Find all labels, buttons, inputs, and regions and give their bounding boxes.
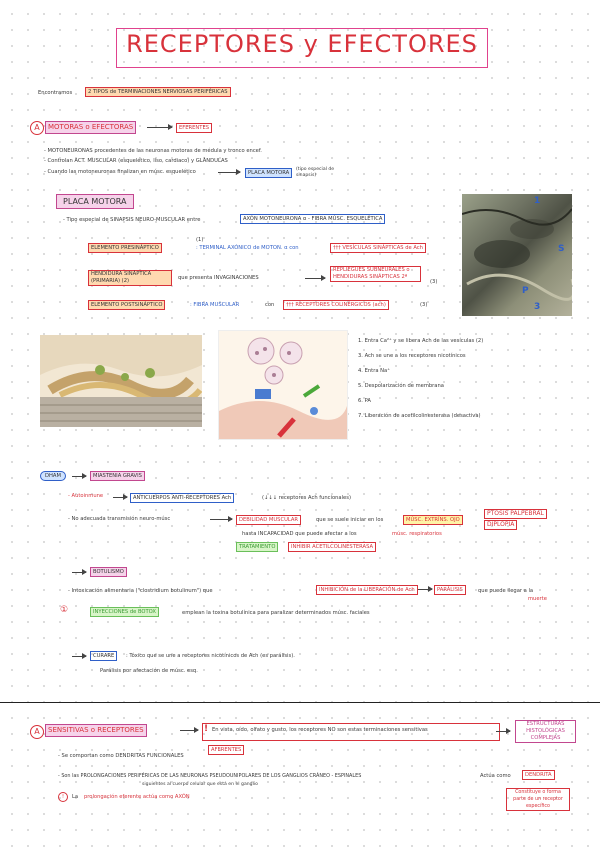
- postsinaptico-mid: con: [265, 302, 275, 308]
- sinapsis-illustration: [218, 330, 348, 440]
- section-a-bullet: - MOTONEURONAS procedentes de las neuronas motoras de médula y tronco encef.: [44, 148, 262, 154]
- placa-box: PLACA MOTORA: [245, 168, 292, 178]
- musc-resp: músc. respiratorios: [392, 531, 442, 537]
- inhibicion-box: INHIBICIÓN de la LIBERACIÓN de Ach: [316, 585, 418, 595]
- photo-label: 3: [534, 302, 541, 312]
- photo-label: S: [558, 244, 565, 254]
- arrow: [180, 730, 198, 731]
- botulismo-box: BOTULISMO: [90, 567, 127, 577]
- anticuerpos-note: (↓↓↓ receptores Ach funcionales): [262, 495, 351, 501]
- step: 6. PA: [358, 398, 371, 404]
- curare-text: : Tóxico que se une a receptores nicotínicos de Ach (es parálisis).: [126, 653, 295, 659]
- warn-text: En vista, oído, olfato y gusto, los receptores NO son estas terminaciones sensitivas: [212, 727, 428, 733]
- paralisis-text: que puede llegar a la: [478, 588, 534, 594]
- step: 3. Ach se une a los receptores nicotínicos: [358, 353, 466, 359]
- placa-def-box: AXÓN MOTONEURONA α - FIBRA MÚSC. ESQUELÉTICA: [240, 214, 385, 224]
- tratamiento-box: TRATAMIENTO: [236, 542, 278, 552]
- section-a-bullet: - Controlan ACT. MUSCULAR (esquelético, liso, cardiaco) y GLÁNDULAS: [44, 158, 228, 164]
- intro-prefix: Encontramos: [38, 90, 73, 96]
- presinaptico-box: ††† VESÍCULAS SINÁPTICAS de Ach: [330, 243, 426, 253]
- inhibir-box: INHIBIR ACETILCOLINESTERASA: [288, 542, 376, 552]
- photo-label: P: [522, 286, 529, 296]
- botox-num: ①: [60, 605, 69, 615]
- placa-heading: PLACA MOTORA: [56, 194, 134, 209]
- arrow: [147, 127, 172, 128]
- arrow: [113, 497, 127, 498]
- presinaptico-desc: : TERMINAL AXÓNICO de MOTON. α con: [196, 245, 299, 251]
- ptosis-box: PTOSIS PALPEBRAL: [484, 509, 547, 519]
- curare-text2: Parálisis por afectación de músc. esq.: [100, 668, 198, 674]
- intoxicacion: - Intoxicación alimentaria ("clostridium botulinum") que: [68, 588, 213, 594]
- dendrita-box: DENDRITA: [522, 770, 555, 780]
- hendidura-label: HENDIDURA SINÁPTICA (PRIMARIA) (2): [88, 270, 172, 286]
- arrow: [418, 589, 432, 590]
- muerte: muerte: [528, 596, 547, 602]
- warn-icon: !: [204, 724, 209, 734]
- micrograph-image: [462, 194, 572, 316]
- diplopia-box: DIPLOPÍA: [484, 520, 517, 530]
- placa-illustration-art: [40, 335, 202, 427]
- postsinaptico-box: ††† RECEPTORES COLINÉRGICOS (ach): [283, 300, 389, 310]
- arrow: [210, 519, 232, 520]
- aferentes-box: AFERENTES: [208, 745, 244, 755]
- section-divider: [0, 702, 600, 703]
- placa-note: (tipo especial de sinapsis): [296, 167, 335, 178]
- step: 7. Liberación de acetilcolinesterasa (desactiva): [358, 413, 481, 419]
- arrow: [218, 172, 240, 173]
- hendidura-box: REPLIEGUES SUBNEURALES o HENDIDURAS SINÁPTICAS 2ª: [330, 266, 421, 282]
- postsinaptico-label: ELEMENTO POSTSINÁPTICO: [88, 300, 165, 310]
- anticuerpos-box: ANTICUERPOS ANTI-RECEPTORES Ach: [130, 493, 234, 503]
- curare-box: CURARE: [90, 651, 117, 661]
- intro-box: 2 TIPOS de TERMINACIONES NERVIOSAS PERIFÉRICAS: [85, 87, 231, 97]
- paralisis-box: PARÁLISIS: [434, 585, 466, 595]
- section-b-line4: prolongación eferente actúa como AXÓN: [84, 794, 190, 800]
- miastenia-box: MIASTENIA GRAVIS: [90, 471, 145, 481]
- hendidura-desc: que presenta INVAGINACIONES: [178, 275, 259, 281]
- botox-box: INYECCIONES de BOTOX: [90, 607, 159, 617]
- presinaptico-label: ELEMENTO PRESINÁPTICO: [88, 243, 162, 253]
- section-b-line3: siguientes al cuerpo celular que está en el ganglio: [142, 782, 258, 787]
- step: 5. Despolarización de membrana: [358, 383, 444, 389]
- presinaptico-num: (1): [196, 237, 204, 243]
- autoinmune: - Autoinmune: [68, 493, 104, 499]
- placa-illustration: [40, 335, 202, 427]
- section-b-heading: SENSITIVAS o RECEPTORES: [45, 724, 147, 737]
- section-b-line2b: Actúa como: [480, 773, 511, 779]
- eferentes-box: EFERENTES: [176, 123, 212, 133]
- page-title: RECEPTORES y EFECTORES: [126, 30, 478, 58]
- arrow: [72, 656, 86, 657]
- photo-label: 1: [534, 196, 541, 206]
- placa-def: - Tipo especial de SINAPSIS NEURO-MUSCULAR entre: [63, 217, 201, 223]
- step: 4. Entra Na⁺: [358, 368, 390, 374]
- arrow: [305, 278, 325, 279]
- postsinaptico-desc: : FIBRA MUSCULAR: [190, 302, 240, 308]
- incapacidad: hasta INCAPACIDAD que puede afectar a los: [242, 531, 357, 537]
- postsinaptico-num: (3): [420, 302, 428, 308]
- section-b-num: !: [58, 792, 68, 802]
- dham-tag: DHAM: [40, 471, 66, 481]
- step: 1. Entra Ca²⁺ y se libera Ach de las vesículas (2): [358, 338, 484, 344]
- debilidad-text: que se suele iniciar en los: [316, 517, 384, 523]
- transmision: - No adecuada transmisión neuro-músc: [68, 516, 171, 522]
- arrow: [72, 476, 86, 477]
- section-a-letter: A: [30, 121, 44, 135]
- section-b-letter: A: [30, 725, 44, 739]
- section-b-line2: - Son las PROLONGACIONES PERIFÉRICAS DE LAS NEURONAS PSEUDOUNIPOLARES DE LOS GANGLIOS CRÁNEO - ESPINALES: [58, 773, 362, 779]
- sinapsis-illustration-art: [219, 331, 347, 439]
- receptor-note-box: Constituye o forma parte de un receptor específico: [506, 788, 570, 811]
- section-a-bullet: - Cuando las motoneuronas finalizan en músc. esquelético: [44, 169, 196, 175]
- estructuras-box: ESTRUCTURAS HISTOLÓGICAS COMPLEJAS: [515, 720, 576, 743]
- debilidad-box: DEBILIDAD MUSCULAR: [236, 515, 301, 525]
- section-b-line4-prefix: La: [72, 794, 79, 800]
- arrow: [496, 731, 510, 732]
- musc-ext-box: MÚSC. EXTRÍNS. OJO: [403, 515, 463, 525]
- hendidura-num: (3): [430, 279, 438, 285]
- botox-text: emplean la toxina botulínica para paralizar determinados músc. faciales: [182, 610, 370, 616]
- section-a-heading: MOTORAS o EFECTORAS: [45, 121, 136, 134]
- section-b-line1: - Se comportan como DENDRITAS FUNCIONALES: [58, 753, 184, 759]
- micrograph-texture: [462, 194, 572, 316]
- arrow: [72, 572, 86, 573]
